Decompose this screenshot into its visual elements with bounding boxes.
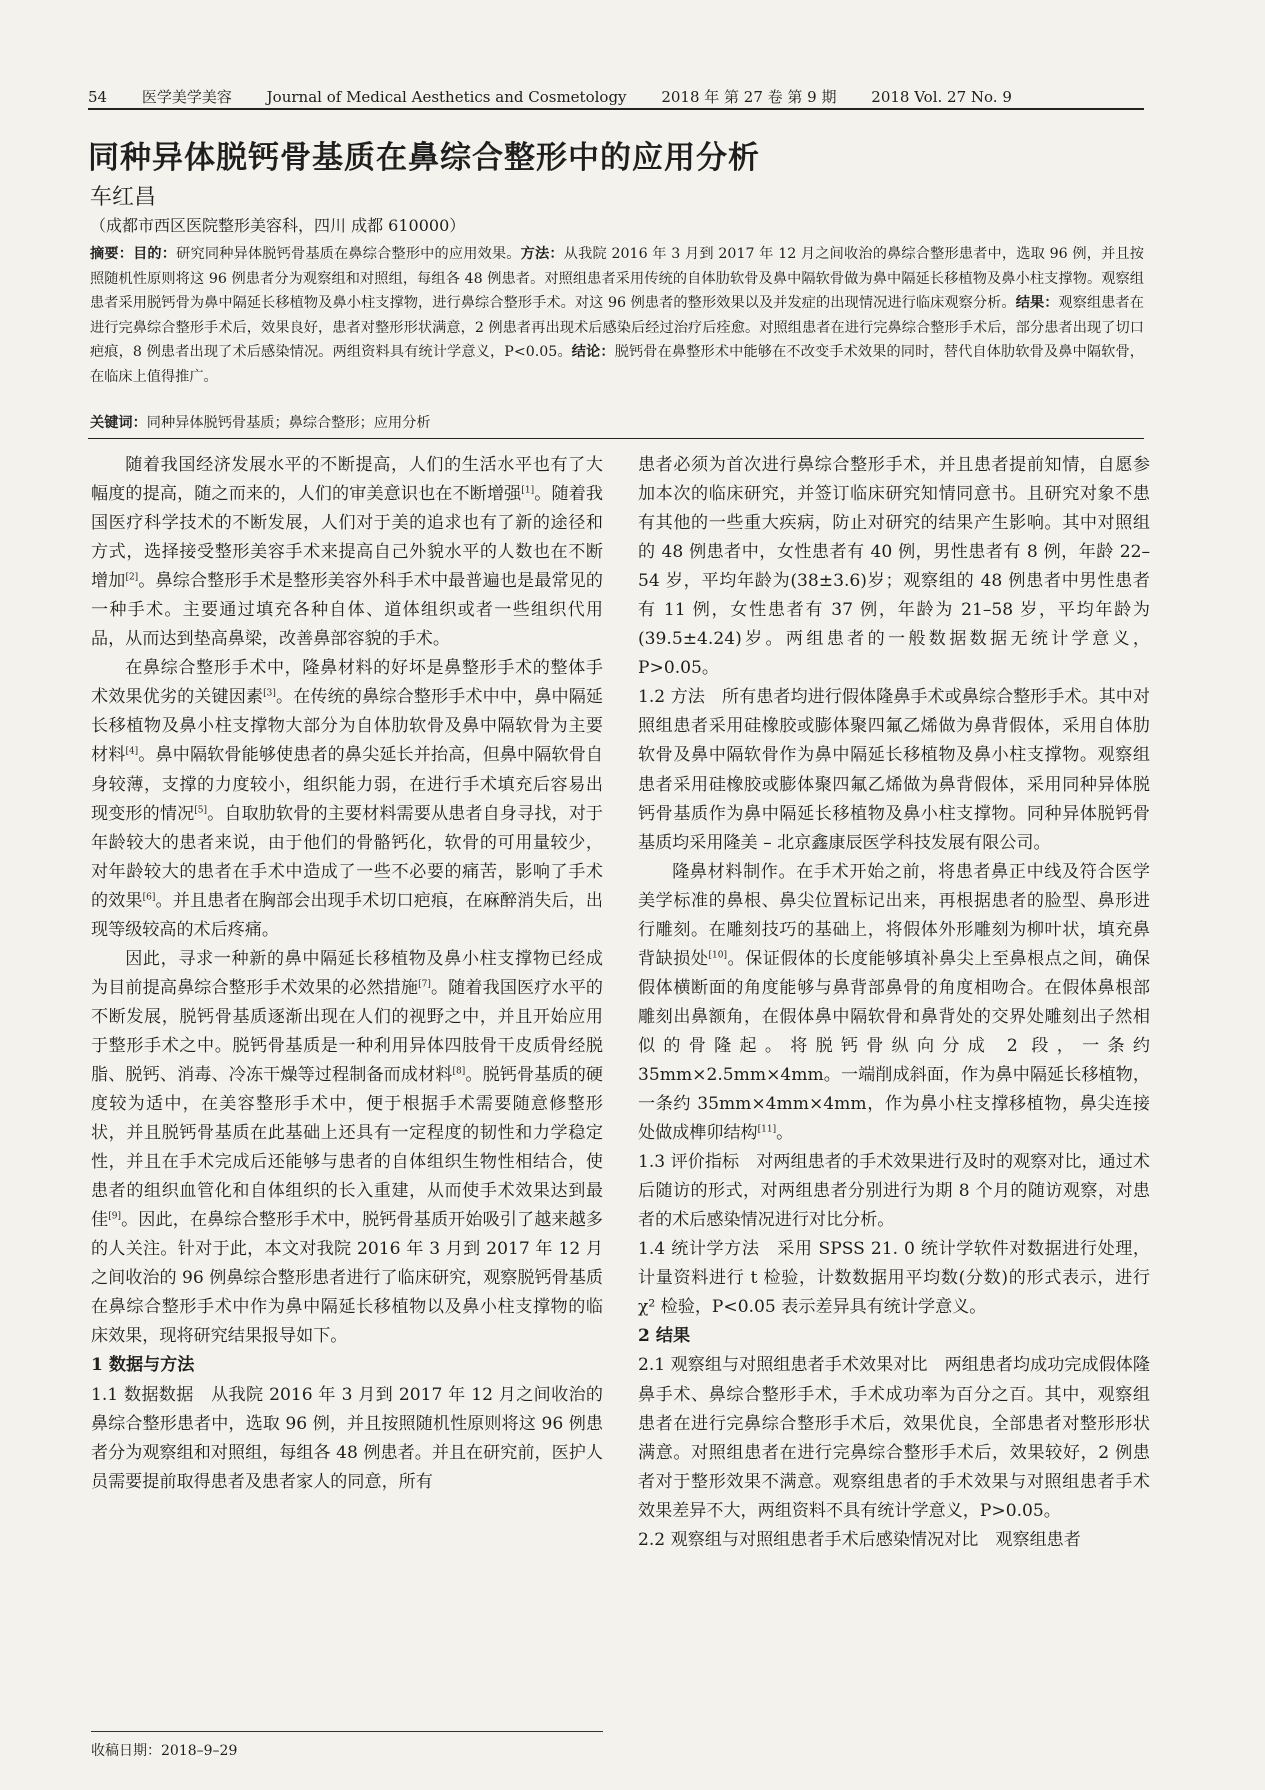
subsection-label: 1.3 评价指标 <box>638 1152 740 1173</box>
keywords-label: 关键词： <box>90 415 147 431</box>
abstract-method: 从我院 2016 年 3 月到 2017 年 12 月之间收治的鼻综合整形患者中，选取 96 例，并且按照随机性原则将这 96 例患者分为观察组和对照组，每组各 48 例患者。对照组患者采用传统的自体肋软骨及鼻中隔软骨做为鼻中隔延长移植物及鼻小柱支撑物。观察组患者采用脱钙骨为鼻中隔延长移植物及鼻小柱支撑物，进行鼻综合整形手术。对这 96 例患者的整形效果以及并发症的出现情况进行临床观察分析。 <box>90 246 1144 312</box>
text-run: 。随着我国医疗水平的不断发展，脱钙骨基质逐渐出现在人们的视野之中，并且开始应用于整形手术之中。脱钙骨基质是一种利用异体四肢骨干皮质骨经脱脂、脱钙、消毒、冷冻干燥等过程制备而成材料 <box>91 977 603 1085</box>
section-1-2 <box>638 683 1150 857</box>
page-number: 54 <box>88 88 108 106</box>
abstract-conclusion: 脱钙骨在鼻整形术中能够在不改变手术效果的同时，替代自体肋软骨及鼻中隔软骨，在临床上值得推广。 <box>90 344 1144 385</box>
right-column <box>638 451 1150 1691</box>
abstract <box>90 242 1144 390</box>
keywords <box>90 412 1144 434</box>
subsection-text: 对两组患者的手术效果进行及时的观察对比，通过术后随访的形式，对两组患者分别进行为期 8 个月的随访观察，对患者的术后感染情况进行对比分析。 <box>638 1152 1151 1231</box>
header-rule <box>88 108 1144 110</box>
text-run: 随着我国经济发展水平的不断提高，人们的生活水平也有了大幅度的提高，随之而来的，人们的审美意识也在不断增强 <box>91 455 603 505</box>
subsection-label: 1.1 数据数据 <box>91 1384 194 1405</box>
subsection-text: 两组患者均成功完成假体隆鼻手术、鼻综合整形手术，手术成功率为百分之百。其中，观察组患者在进行完鼻综合整形手术后，效果优良，全部患者对整形形状满意。对照组患者在进行完鼻综合整形手术后，效果较好，2 例患者对于整形效果不满意。观察组患者的手术效果与对照组患者手术效果差异不大，两组资料不具有统计学意义，P>0.05。 <box>638 1355 1150 1521</box>
citation: [3] <box>263 688 276 699</box>
citation: [1] <box>521 485 535 496</box>
text-run: 。鼻中隔软骨能够使患者的鼻尖延长并抬高，但鼻中隔软骨自身较薄，支撑的力度较小，组织能力弱，在进行手术填充后容易出现变形的情况 <box>91 745 604 824</box>
citation: [8] <box>452 1066 466 1077</box>
conclusion-label: 结论： <box>571 344 615 361</box>
subsection-text: 从我院 2016 年 3 月到 2017 年 12 月之间收治的鼻综合整形患者中，选取 96 例，并且按照随机性原则将这 96 例患者分为观察组和对照组，每组各 48 例患者。并且在研究前，医护人员需要提前取得患者及患者家人的同意，所有 <box>91 1384 604 1492</box>
citation: [5] <box>194 804 208 815</box>
journal-name-cn: 医学美学美容 <box>141 88 232 106</box>
intro-paragraph-1 <box>91 451 603 654</box>
citation: [10] <box>708 950 727 961</box>
methods-continued: 患者必须为首次进行鼻综合整形手术，并且患者提前知情，自愿参加本次的临床研究，并签订临床研究知情同意书。且研究对象不患有其他的一些重大疾病，防止对研究的结果产生影响。其中对照组的 48 例患者中，女性患者有 40 例，男性患者有 8 例，年龄 22–54 岁，平均年龄为(38±3.6)岁；观察组的 48 例患者中男性患者有 11 例，女性患者有 37 例，年龄为 21–58 岁，平均年龄为(39.5±4.24)岁。两组患者的一般数据数据无统计学意义，P>0.05。 <box>638 455 1150 679</box>
objective-label: 目的： <box>133 246 177 262</box>
citation: [2] <box>125 572 139 583</box>
running-header <box>88 86 1144 107</box>
citation: [9] <box>108 1211 121 1222</box>
subsection-text: 采用 SPSS 21. 0 统计学软件对数据进行处理，计量资料进行 t 检验，计数数据用平均数(分数)的形式表示，进行 χ² 检验，P<0.05 表示差异具有统计学意义。 <box>638 1239 1151 1318</box>
author-name: 车红昌 <box>90 185 157 210</box>
subsection-text: 所有患者均进行假体隆鼻手术或鼻综合整形手术。其中对照组患者采用硅橡胶或膨体聚四氟乙烯做为鼻背假体，采用自体肋软骨及鼻中隔软骨作为鼻中隔延长移植物及鼻小柱支撑物。观察组患者采用硅橡胶或膨体聚四氟乙烯做为鼻背假体，采用同种异体脱钙骨基质作为鼻中隔延长移植物及鼻小柱支撑物。同种异体脱钙骨基质均采用隆美 – 北京鑫康辰医学科技发展有限公司。 <box>638 687 1150 853</box>
abstract-objective: 研究同种异体脱钙骨基质在鼻综合整形中的应用效果。 <box>176 246 521 262</box>
text-run: 隆鼻材料制作。在手术开始之前，将患者鼻正中线及符合医学美学标准的鼻根、鼻尖位置标记出来，再根据患者的脸型、鼻形进行雕刻。在雕刻技巧的基础上，将假体外形雕刻为柳叶状，填充鼻背缺损处 <box>638 861 1150 969</box>
subsection-label: 1.4 统计学方法 <box>638 1239 760 1260</box>
text-run: 。 <box>776 1123 794 1144</box>
result-label: 结果： <box>1015 295 1059 312</box>
subsection-label: 2.2 观察组与对照组患者手术后感染情况对比 <box>638 1529 979 1550</box>
subsection-text: 观察组患者 <box>995 1529 1081 1550</box>
text-run: 。鼻综合整形手术是整形美容外科手术中最普遍也是最常见的一种手术。主要通过填充各种自体、道体组织或者一些组织代用品，从而达到垫高鼻梁，改善鼻部容貌的手术。 <box>91 571 604 650</box>
left-column <box>91 451 603 1729</box>
section-1-heading: 1 数据与方法 <box>91 1355 195 1376</box>
abstract-rule <box>88 438 1144 439</box>
article-title: 同种异体脱钙骨基质在鼻综合整形中的应用分析 <box>88 140 760 176</box>
section-1-4 <box>638 1235 1150 1322</box>
text-run: 。自取肋软骨的主要材料需要从患者自身寻找，对于年龄较大的患者来说，由于他们的骨骼钙化，软骨的可用量较少，对年龄较大的患者在手术中造成了一些不必要的痛苦，影响了手术的效果 <box>91 803 604 911</box>
received-date: 收稿日期：2018–9–29 <box>91 1731 603 1760</box>
author-affiliation: （成都市西区医院整形美容科，四川 成都 610000） <box>90 216 466 235</box>
section-1-1 <box>91 1381 603 1497</box>
text-run: 。并且患者在胸部会出现手术切口疤痕，在麻醉消失后，出现等级较高的术后疼痛。 <box>91 890 604 940</box>
abstract-result: 观察组患者在进行完鼻综合整形手术后，效果良好，患者对整形形状满意，2 例患者再出现术后感染后经过治疗后痊愈。对照组患者在进行完鼻综合整形手术后，部分患者出现了切口疤痕，8 例患者出现了术后感染情况。两组资料具有统计学意义，P<0.05。 <box>90 295 1144 361</box>
section-2-1 <box>638 1351 1150 1525</box>
subsection-label: 1.2 方法 <box>638 687 705 708</box>
citation: [7] <box>418 979 431 990</box>
issue-cn: 2018 年 第 27 卷 第 9 期 <box>661 88 837 106</box>
text-run: 。脱钙骨基质的硬度较为适中，在美容整形手术中，便于根据手术需要随意修整形状，并且脱钙骨基质在此基础上还具有一定程度的韧性和力学稳定性，并且在手术完成后还能够与患者的自体组织生物性相结合，使患者的组织血管化和自体组织的长入重建，从而使手术效果达到最佳 <box>91 1064 604 1231</box>
keywords-text: 同种异体脱钙骨基质；鼻综合整形；应用分析 <box>146 415 431 431</box>
issue-en: 2018 Vol. 27 No. 9 <box>871 88 1012 106</box>
text-run: 。保证假体的长度能够填补鼻尖上至鼻根点之间，确保假体横断面的角度能够与鼻背部鼻骨的角度相吻合。在假体鼻根部雕刻出鼻额角，在假体鼻中隔软骨和鼻背处的交界处雕刻出子然相似的骨隆起。将脱钙骨纵向分成 2 段，一条约 35mm×2.5mm×4mm。一端削成斜面，作为鼻中隔延长移植物，一条约 35mm×4mm×4mm，作为鼻小柱支撑移植物，鼻尖连接处做成榫卯结构 <box>638 948 1151 1144</box>
subsection-label: 2.1 观察组与对照组患者手术效果对比 <box>638 1355 928 1376</box>
citation: [11] <box>757 1124 777 1135</box>
section-2-heading: 2 结果 <box>638 1326 691 1347</box>
text-run: 。在传统的鼻综合整形手术中中，鼻中隔延长移植物及鼻小柱支撑物大部分为自体肋软骨及鼻中隔软骨为主要材料 <box>91 687 603 766</box>
text-run: 。因此，在鼻综合整形手术中，脱钙骨基质开始吸引了越来越多的人关注。针对于此，本文对我院 2016 年 3 月到 2017 年 12 月之间收治的 96 例鼻综合整形患者进行了临床研究，观察脱钙骨基质在鼻综合整形手术中作为鼻中隔延长移植物以及鼻小柱支撑物的临床效果，现将研究结果报导如下。 <box>91 1210 604 1347</box>
text-run: 因此，寻求一种新的鼻中隔延长移植物及鼻小柱支撑物已经成为目前提高鼻综合整形手术效果的必然措施 <box>91 948 603 998</box>
section-2-2 <box>638 1526 1150 1555</box>
method-label: 方法： <box>520 246 564 262</box>
intro-paragraph-2 <box>91 654 603 944</box>
text-run: 。随着我国医疗科学技术的不断发展，人们对于美的追求也有了新的途径和方式，选择接受整形美容手术来提高自己外貌水平的人数也在不断增加 <box>91 484 604 592</box>
material-paragraph <box>638 858 1150 1148</box>
journal-name-en: Journal of Medical Aesthetics and Cosmetology <box>266 88 627 106</box>
intro-paragraph-3 <box>91 945 603 1352</box>
text-run: 在鼻综合整形手术中，隆鼻材料的好坏是鼻整形手术的整体手术效果优劣的关键因素 <box>91 658 603 708</box>
citation: [4] <box>125 746 139 757</box>
citation: [6] <box>142 892 156 903</box>
section-1-3 <box>638 1148 1150 1235</box>
abstract-label: 摘要： <box>90 246 134 262</box>
